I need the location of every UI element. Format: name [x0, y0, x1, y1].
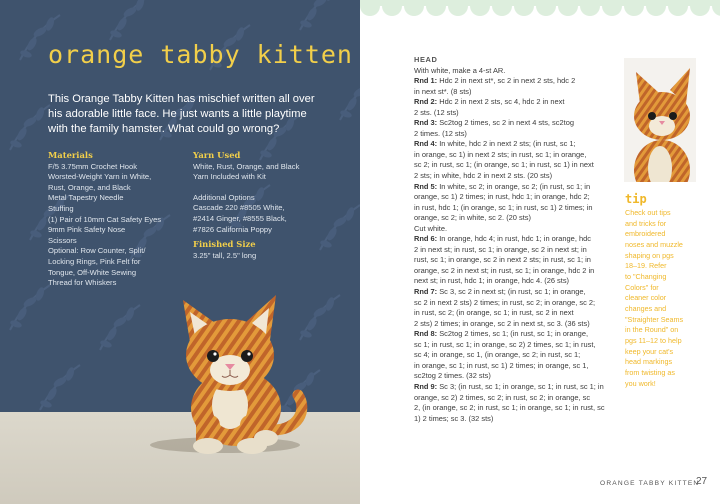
tip-line: and tricks for: [625, 218, 667, 228]
materials-line: Locking Rings, Pink Felt for: [48, 256, 141, 266]
instruction-line: 2 sts; in white, hdc 2 in next 2 sts. (20 sts): [414, 171, 553, 181]
round-text: Sc 3; (in rust, sc 1; in orange, sc 1; in rust, sc 1; in: [437, 381, 604, 391]
size-heading: Finished Size: [193, 239, 256, 250]
round-text: Sc2tog 2 times, sc 2 in next 4 sts, sc2tog: [437, 118, 574, 128]
section-heading-head: HEAD: [414, 55, 438, 64]
instruction-line: in orange, sc 1; in rust, sc 1) 2 times; in orange, sc 1,: [414, 360, 589, 370]
tip-line: 18–19. Refer: [625, 261, 667, 271]
round-text: Sc 3, sc 2 in next st; (in rust, sc 1; in orange,: [437, 287, 586, 297]
tip-line: cleaner color: [625, 293, 667, 303]
tip-line: to "Changing: [625, 271, 667, 281]
page-title: orange tabby kitten: [48, 40, 353, 69]
tip-line: changes and: [625, 303, 667, 313]
materials-line: Scissors: [48, 235, 77, 245]
tip-line: from twisting as: [625, 367, 675, 377]
instruction-line: sc 2; in rust, sc 1; (in orange, sc 1; in rust, sc 1) in next: [414, 160, 594, 170]
tip-line: keep your cat's: [625, 346, 674, 356]
round-label: Rnd 9:: [414, 381, 438, 391]
materials-line: 9mm Pink Safety Nose: [48, 225, 126, 235]
tip-heading: tip: [625, 192, 647, 206]
materials-line: Metal Tapestry Needle: [48, 193, 124, 203]
tip-line: noses and muzzle: [625, 239, 683, 249]
tip-line: embroidered: [625, 229, 666, 239]
yarn-heading: Yarn Used: [193, 150, 241, 160]
round-label: Rnd 3:: [414, 118, 438, 128]
round-label: Rnd 8:: [414, 329, 438, 339]
round-label: Rnd 1:: [414, 76, 438, 86]
instruction-line: sc 1; in rust, sc 1; in orange, sc 2) 2 times, sc 1; in rust,: [414, 339, 596, 349]
instruction-line: Cut white.: [414, 223, 448, 233]
instruction-line: sc 4; in orange, sc 1, (in orange, sc 2; in rust, sc 1;: [414, 350, 581, 360]
materials-line: Thread for Whiskers: [48, 278, 117, 288]
round-label: Rnd 6:: [414, 234, 438, 244]
instruction-line: 2 in next st; in rust, sc 1; in orange, sc 2 in next st; in: [414, 244, 587, 254]
instruction-line: orange, sc 2) 2 times, sc 2; in rust, sc 2; in orange, sc: [414, 392, 591, 402]
materials-line: (1) Pair of 10mm Cat Safety Eyes: [48, 214, 162, 224]
instruction-line: [414, 287, 612, 298]
materials-line: Stuffing: [48, 203, 74, 213]
yarn-option-line: Cascade 220 #8505 White,: [193, 203, 285, 213]
instruction-line: [414, 118, 612, 129]
size-line: 3.25" tall, 2.5" long: [193, 250, 257, 260]
round-text: Hdc 2 in next 2 sts, sc 4, hdc 2 in next: [437, 97, 565, 107]
round-text: In white, hdc 2 in next 2 sts; (in rust, sc 1;: [437, 139, 576, 149]
scalloped-border: [360, 0, 720, 18]
tip-line: Check out tips: [625, 208, 671, 217]
tip-line: in the Round" on: [625, 325, 679, 335]
round-text: In white, sc 2; in orange, sc 2; (in rust, sc 1; in: [437, 181, 591, 191]
tip-line: head markings: [625, 357, 673, 367]
crocheted-kitten-image: [148, 280, 313, 455]
yarn-option-line: #2414 Ginger, #8555 Black,: [193, 213, 287, 223]
instruction-line: orange, sc 2; in white, sc 2. (20 sts): [414, 213, 531, 223]
instruction-line: sc 2 in next 2 sts) 2 times; in rust, sc 2; in orange, sc 2;: [414, 297, 596, 307]
instruction-line: in orange, sc 1) in next 2 sts; in rust, sc 1; in orange,: [414, 149, 587, 159]
materials-line: Optional: Row Counter, Split/: [48, 246, 146, 256]
instruction-line: orange, sc 1) 2 times; in rust, hdc 1; in orange, hdc 2;: [414, 192, 590, 202]
instruction-line: 2 sts) 2 times; in orange, sc 2 in next st, sc 3. (36 sts): [414, 318, 590, 328]
instruction-line: With white, make a 4-st AR.: [414, 65, 506, 75]
instruction-line: in next st*. (8 sts): [414, 86, 472, 96]
instruction-line: sc2tog 2 times. (32 sts): [414, 371, 491, 381]
kitten-thumbnail-image: [624, 58, 696, 182]
materials-line: Rust, Orange, and Black: [48, 182, 131, 192]
round-label: Rnd 2:: [414, 97, 438, 107]
round-text: Hdc 2 in next st*, sc 2 in next 2 sts, hdc 2: [437, 76, 576, 86]
instruction-line: [414, 97, 612, 108]
instruction-lines: [414, 66, 612, 425]
instruction-line: in rust, sc 2; (in orange, sc 1; in rust, sc 2 in next: [414, 308, 574, 318]
running-footer-title: ORANGE TABBY KITTEN: [600, 480, 700, 487]
materials-line: F/5 3.75mm Crochet Hook: [48, 161, 138, 171]
instruction-line: [414, 139, 612, 150]
instruction-line: [414, 382, 612, 393]
yarn-section: [193, 150, 323, 261]
round-label: Rnd 4:: [414, 139, 438, 149]
instruction-line: 1) 2 times; sc 3. (32 sts): [414, 413, 494, 423]
tip-line: pgs 11–12 to help: [625, 335, 682, 345]
instruction-line: next st; in rust, hdc 1; in orange, hdc 4. (26 sts): [414, 276, 570, 286]
instruction-line: [414, 76, 612, 87]
tip-line: shaping on pgs: [625, 250, 674, 260]
materials-section: [48, 150, 188, 289]
yarn-line: White, Rust, Orange, and Black: [193, 161, 300, 171]
tip-text: [625, 208, 697, 389]
round-label: Rnd 5:: [414, 181, 438, 191]
intro-paragraph: This Orange Tabby Kitten has mischief written all over his adorable little face. He just wants a little playtime with the family hamster. What could go wrong?: [48, 93, 315, 135]
instruction-line: [414, 182, 612, 193]
page-number: 27: [696, 476, 708, 487]
yarn-option-line: Additional Options: [193, 192, 255, 202]
instruction-line: rust, sc 1; in orange, sc 2 in next 2 sts; in rust, sc 1; in: [414, 255, 591, 265]
instruction-line: orange, sc 2 in next st; in rust, sc 1; in orange, hdc 2 in: [414, 265, 595, 275]
instruction-line: 2, (in orange, sc 2; in rust, sc 1; in orange, sc 1; in rust, sc: [414, 403, 605, 413]
tip-line: "Straighter Seams: [625, 314, 684, 324]
instruction-line: [414, 234, 612, 245]
instruction-line: 2 sts. (12 sts): [414, 107, 459, 117]
materials-heading: Materials: [48, 150, 93, 160]
yarn-line: Yarn Included with Kit: [193, 172, 266, 182]
round-text: In orange, hdc 4; in rust, hdc 1; in orange, hdc: [437, 234, 591, 244]
pattern-instructions: [414, 55, 612, 424]
materials-line: Tongue, Off-White Sewing: [48, 267, 137, 277]
instruction-line: [414, 329, 612, 340]
instruction-line: 2 times. (12 sts): [414, 128, 467, 138]
round-label: Rnd 7:: [414, 287, 438, 297]
materials-line: Worsted-Weight Yarn in White,: [48, 172, 152, 182]
instruction-line: in rust, hdc 1; (in orange, sc 1; in rust, sc 1) 2 times; in: [414, 202, 593, 212]
yarn-option-line: #7826 California Poppy: [193, 224, 272, 234]
tip-line: you work!: [625, 378, 656, 388]
round-text: Sc2tog 2 times, sc 1; (in rust, sc 1; in orange,: [437, 329, 589, 339]
tip-line: Colors" for: [625, 282, 659, 292]
